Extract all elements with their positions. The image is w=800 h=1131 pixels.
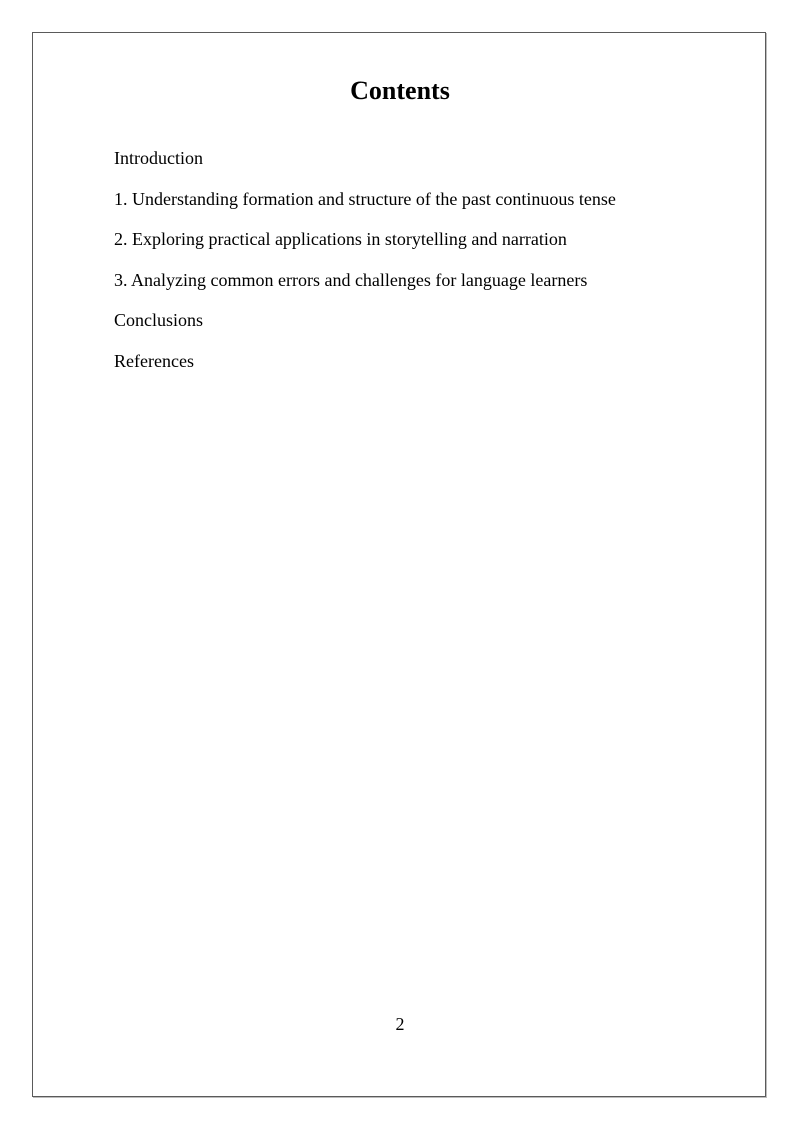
table-of-contents (114, 146, 616, 389)
toc-item-conclusions: Conclusions (114, 310, 204, 330)
toc-item-references: References (114, 350, 194, 371)
toc-item-section-2: 2. Exploring practical applications in storytelling and narration (114, 229, 567, 249)
page-number: 2 (395, 1014, 405, 1034)
page-title: Contents (350, 76, 450, 105)
toc-item-section-1: 1. Understanding formation and structure of the past continuous tense (114, 188, 616, 209)
toc-item-section-3: 3. Analyzing common errors and challenges for language learners (114, 269, 588, 290)
toc-item-introduction: Introduction (114, 148, 203, 168)
